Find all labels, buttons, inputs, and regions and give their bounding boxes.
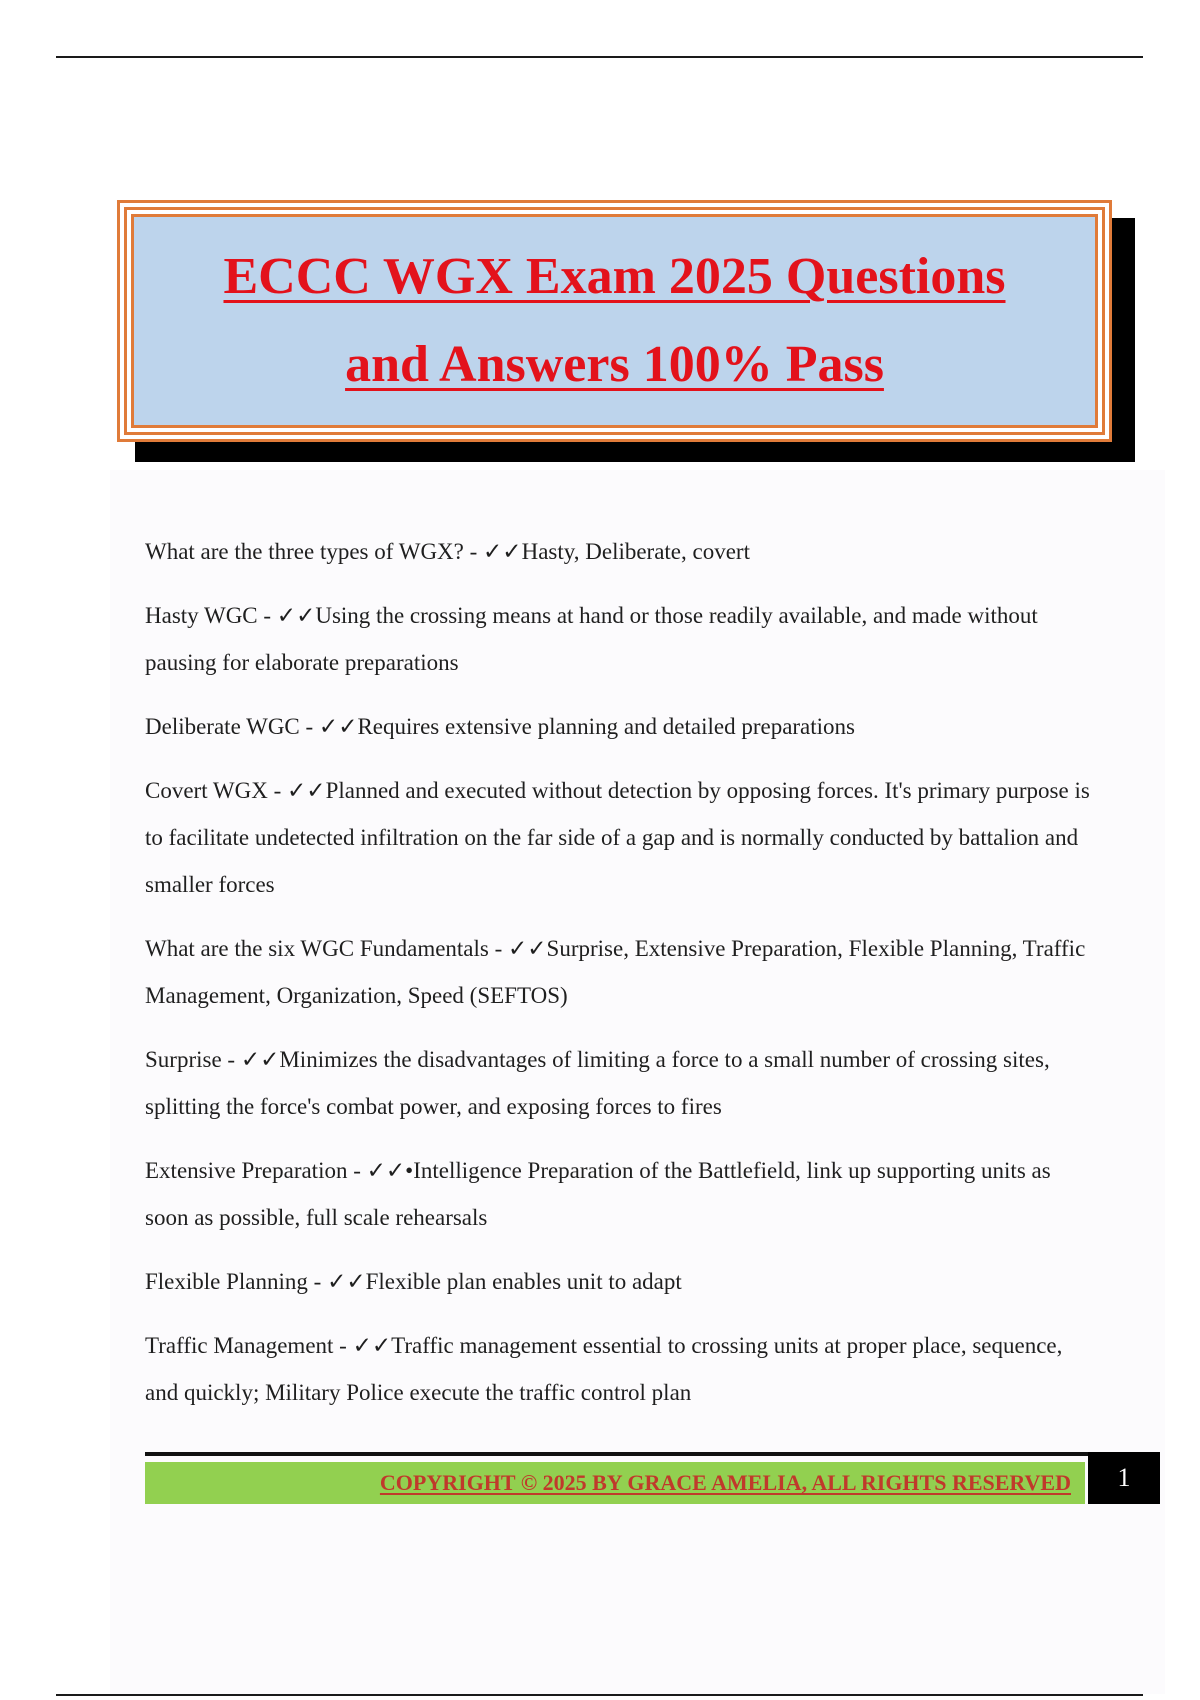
copyright-text: COPYRIGHT © 2025 BY GRACE AMELIA, ALL RIGHTS RESERVED xyxy=(379,1470,1071,1495)
qa-entry: Flexible Planning - ✓✓Flexible plan enables unit to adapt xyxy=(145,1269,682,1294)
page-number: 1 xyxy=(1088,1452,1160,1504)
qa-entry: What are the six WGC Fundamentals - ✓✓Surprise, Extensive Preparation, Flexible Planning, Traffic Management, Organization, Speed (SEFTOS) xyxy=(145,936,1086,1008)
qa-entry: Covert WGX - ✓✓Planned and executed without detection by opposing forces. It's primary purpose is to facilitate undetected infiltration on the far side of a gap and is normally conducted by battalion and smaller forces xyxy=(145,778,1090,897)
bottom-rule xyxy=(56,1694,1143,1696)
title-line-2: and Answers 100% Pass xyxy=(345,336,884,393)
title-line-1: ECCC WGX Exam 2025 Questions xyxy=(223,248,1006,305)
qa-entry: Surprise - ✓✓Minimizes the disadvantages of limiting a force to a small number of crossing sites, splitting the force's combat power, and exposing forces to fires xyxy=(145,1047,1050,1119)
qa-entry: What are the three types of WGX? - ✓✓Hasty, Deliberate, covert xyxy=(145,539,750,564)
footer-rule xyxy=(145,1452,1088,1456)
qa-entry: Deliberate WGC - ✓✓Requires extensive planning and detailed preparations xyxy=(145,714,856,739)
title-box xyxy=(117,200,1112,442)
qa-entry: Hasty WGC - ✓✓Using the crossing means at hand or those readily available, and made without pausing for elaborate preparations xyxy=(145,603,1038,675)
top-rule xyxy=(56,56,1143,58)
qa-entry: Traffic Management - ✓✓Traffic management essential to crossing units at proper place, sequence, and quickly; Military Police execute the traffic control plan xyxy=(145,1333,1063,1405)
qa-entry: Extensive Preparation - ✓✓•Intelligence Preparation of the Battlefield, link up supporting units as soon as possible, full scale rehearsals xyxy=(145,1158,1051,1230)
footer-bar xyxy=(145,1462,1085,1504)
qa-list xyxy=(145,528,1095,1433)
title-panel xyxy=(131,214,1098,428)
